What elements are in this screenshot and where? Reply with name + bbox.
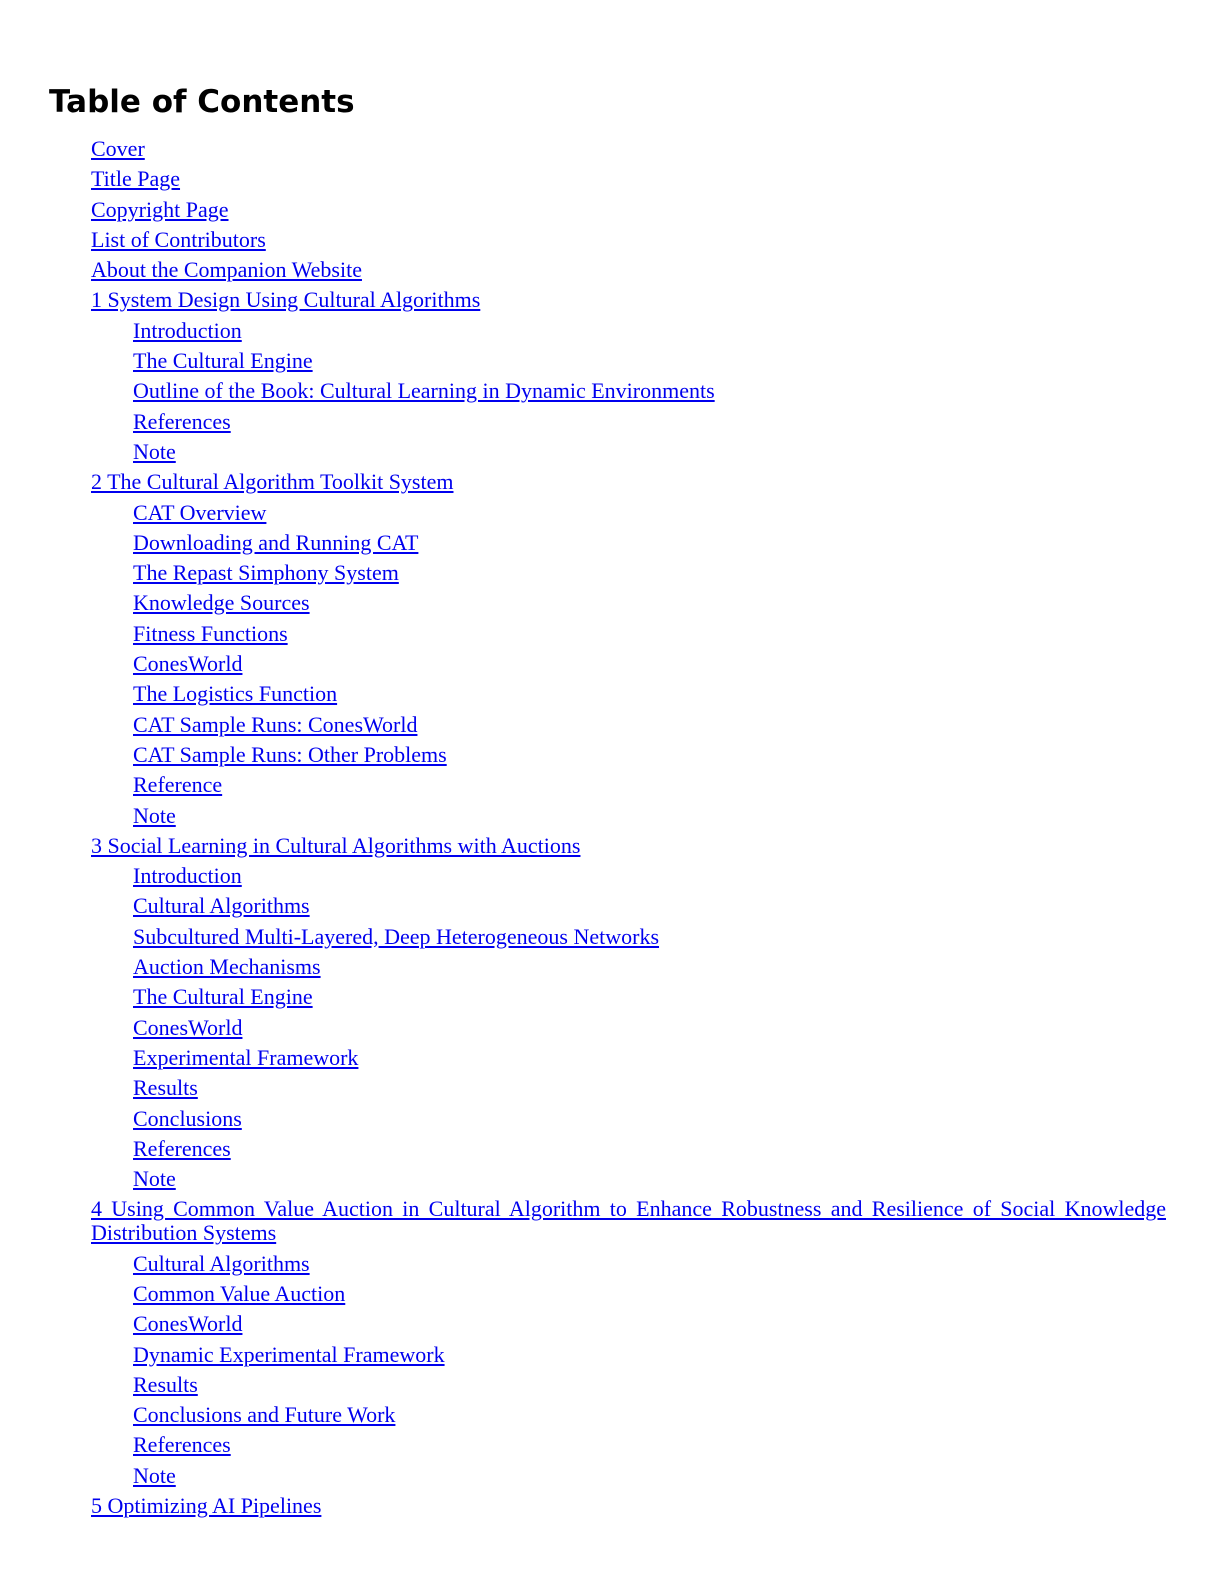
toc-section-entry bbox=[133, 1252, 1166, 1276]
toc-section-link[interactable]: The Logistics Function bbox=[133, 681, 338, 707]
toc-section-link[interactable]: ConesWorld bbox=[133, 1311, 243, 1337]
toc-chapter-link[interactable]: About the Companion Website bbox=[91, 257, 362, 283]
toc-chapter-link[interactable]: 3 Social Learning in Cultural Algorithms with Auctions bbox=[91, 832, 581, 858]
toc-chapter-entry bbox=[91, 1494, 1166, 1518]
toc-section-entry bbox=[133, 894, 1166, 918]
toc-section-entry bbox=[133, 652, 1166, 676]
toc-section-link[interactable]: Dynamic Experimental Framework bbox=[133, 1341, 445, 1367]
toc-section-link[interactable]: Cultural Algorithms bbox=[133, 893, 310, 919]
toc-section-entry bbox=[133, 682, 1166, 706]
toc-section-entry bbox=[133, 1403, 1166, 1427]
toc-section-link[interactable]: ConesWorld bbox=[133, 651, 243, 677]
toc-section-entry bbox=[133, 1464, 1166, 1488]
toc-section-entry bbox=[133, 713, 1166, 737]
toc-chapter-link[interactable]: Copyright Page bbox=[91, 196, 229, 222]
toc-chapter-link[interactable]: Title Page bbox=[91, 166, 181, 192]
toc-section-entry bbox=[133, 561, 1166, 585]
toc-section-link[interactable]: CAT Overview bbox=[133, 499, 267, 525]
toc-section-entry bbox=[133, 1016, 1166, 1040]
toc-chapter-link[interactable]: 2 The Cultural Algorithm Toolkit System bbox=[91, 469, 454, 495]
toc-section-link[interactable]: CAT Sample Runs: ConesWorld bbox=[133, 711, 418, 737]
toc-section-entry bbox=[133, 531, 1166, 555]
toc-section-link[interactable]: Knowledge Sources bbox=[133, 590, 310, 616]
toc-section-entry bbox=[133, 622, 1166, 646]
toc-chapter-entry bbox=[91, 167, 1166, 191]
toc-section-link[interactable]: References bbox=[133, 1432, 231, 1458]
toc-section-link[interactable]: Subcultured Multi-Layered, Deep Heterogeneous Networks bbox=[133, 923, 660, 949]
toc-section-entry bbox=[133, 743, 1166, 767]
toc-section-entry bbox=[133, 1282, 1166, 1306]
toc-section-entry bbox=[133, 379, 1166, 403]
toc-chapter-entry bbox=[91, 470, 1166, 494]
toc-section-link[interactable]: Conclusions and Future Work bbox=[133, 1402, 396, 1428]
page-title: Table of Contents bbox=[49, 84, 355, 120]
toc-section-link[interactable]: Note bbox=[133, 1166, 176, 1192]
toc-section-entry bbox=[133, 501, 1166, 525]
toc-chapter-link[interactable]: 5 Optimizing AI Pipelines bbox=[91, 1493, 322, 1519]
toc-section-entry bbox=[133, 1373, 1166, 1397]
toc-section-entry bbox=[133, 1312, 1166, 1336]
toc-section-entry bbox=[133, 591, 1166, 615]
toc-section-entry bbox=[133, 925, 1166, 949]
toc-section-link[interactable]: Note bbox=[133, 1462, 176, 1488]
toc-section-entry bbox=[133, 410, 1166, 434]
toc-section-entry bbox=[133, 1076, 1166, 1100]
toc-section-link[interactable]: References bbox=[133, 1135, 231, 1161]
toc-section-link[interactable]: The Cultural Engine bbox=[133, 348, 313, 374]
toc-section-link[interactable]: Note bbox=[133, 802, 176, 828]
toc-section-entry bbox=[133, 349, 1166, 373]
toc-chapter-link[interactable]: List of Contributors bbox=[91, 226, 266, 252]
toc-section-link[interactable]: Reference bbox=[133, 772, 223, 798]
toc-section-link[interactable]: Introduction bbox=[133, 863, 242, 889]
toc-section-link[interactable]: The Cultural Engine bbox=[133, 984, 313, 1010]
toc-section-entry bbox=[133, 319, 1166, 343]
toc-section-entry bbox=[133, 1343, 1166, 1367]
toc-section-link[interactable]: Common Value Auction bbox=[133, 1280, 346, 1306]
toc-section-entry bbox=[133, 804, 1166, 828]
toc-section-entry bbox=[133, 773, 1166, 797]
toc-chapter-link[interactable]: 4 Using Common Value Auction in Cultural Algorithm to Enhance Robustness and Resilience of Social Knowledge Distribution Systems bbox=[91, 1196, 1166, 1246]
toc-section-link[interactable]: Conclusions bbox=[133, 1105, 242, 1131]
toc-section-link[interactable]: Results bbox=[133, 1075, 198, 1101]
toc-section-link[interactable]: Experimental Framework bbox=[133, 1044, 359, 1070]
toc-section-link[interactable]: CAT Sample Runs: Other Problems bbox=[133, 741, 447, 767]
toc-chapter-link[interactable]: Cover bbox=[91, 136, 145, 161]
toc-section-entry bbox=[133, 955, 1166, 979]
toc-section-link[interactable]: Fitness Functions bbox=[133, 620, 288, 646]
toc-section-entry bbox=[133, 985, 1166, 1009]
toc-chapter-entry bbox=[91, 198, 1166, 222]
toc-chapter-entry bbox=[91, 1197, 1166, 1245]
toc-section-entry bbox=[133, 1167, 1166, 1191]
toc-list bbox=[0, 137, 1224, 1524]
toc-section-link[interactable]: Outline of the Book: Cultural Learning in Dynamic Environments bbox=[133, 378, 715, 404]
toc-section-entry bbox=[133, 1107, 1166, 1131]
toc-section-link[interactable]: References bbox=[133, 408, 231, 434]
toc-chapter-entry bbox=[91, 834, 1166, 858]
toc-section-link[interactable]: Downloading and Running CAT bbox=[133, 529, 419, 555]
toc-section-link[interactable]: Cultural Algorithms bbox=[133, 1250, 310, 1276]
toc-section-entry bbox=[133, 1433, 1166, 1457]
toc-chapter-entry bbox=[91, 137, 1166, 161]
toc-section-entry bbox=[133, 440, 1166, 464]
toc-section-link[interactable]: The Repast Simphony System bbox=[133, 560, 399, 586]
toc-section-entry bbox=[133, 864, 1166, 888]
toc-section-link[interactable]: ConesWorld bbox=[133, 1014, 243, 1040]
toc-chapter-entry bbox=[91, 288, 1166, 312]
toc-chapter-link[interactable]: 1 System Design Using Cultural Algorithms bbox=[91, 287, 481, 313]
toc-section-entry bbox=[133, 1046, 1166, 1070]
toc-chapter-entry bbox=[91, 228, 1166, 252]
toc-section-link[interactable]: Auction Mechanisms bbox=[133, 954, 321, 980]
toc-chapter-entry bbox=[91, 258, 1166, 282]
toc-section-entry bbox=[133, 1137, 1166, 1161]
toc-section-link[interactable]: Results bbox=[133, 1371, 198, 1397]
toc-section-link[interactable]: Note bbox=[133, 438, 176, 464]
toc-section-link[interactable]: Introduction bbox=[133, 317, 242, 343]
